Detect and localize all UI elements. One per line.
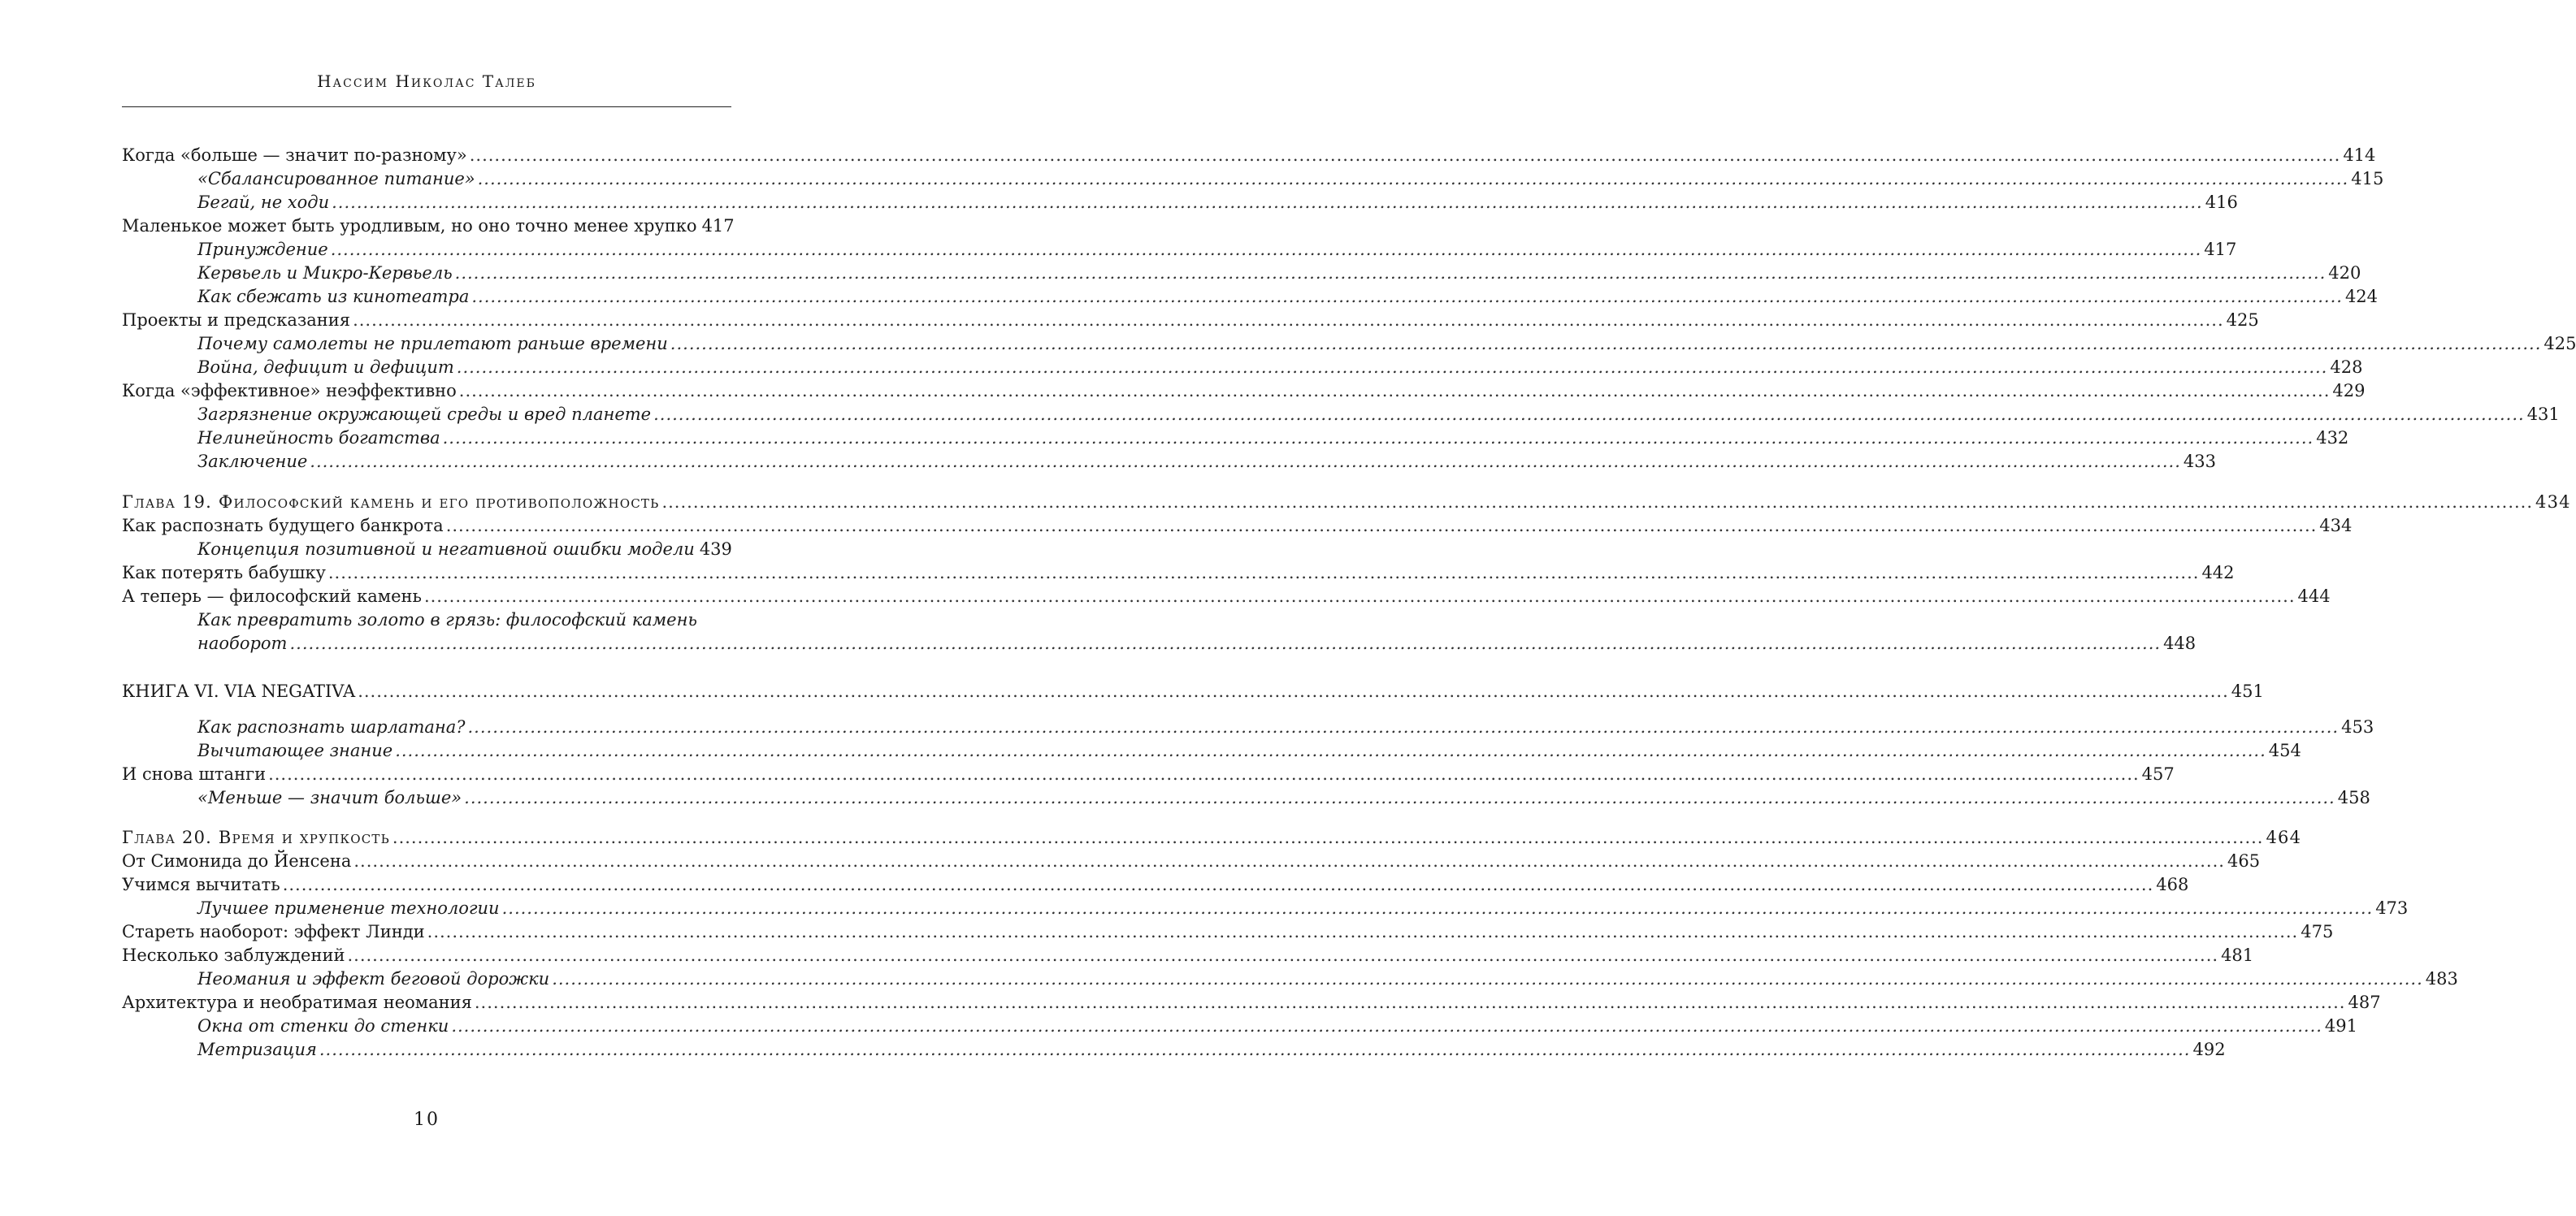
toc-entry-page: 414 — [2343, 145, 2376, 165]
toc-entry-page: 428 — [2330, 357, 2363, 377]
dot-leader: ............................................................................................................................................................................................................................................................................................................ — [282, 875, 2154, 894]
toc-entry[interactable] — [197, 167, 2384, 191]
toc-entry[interactable] — [122, 763, 2175, 786]
toc-entry-page: 432 — [2316, 428, 2349, 448]
toc-entry-page: 483 — [2425, 969, 2458, 989]
toc-entry[interactable] — [122, 850, 2261, 873]
dot-leader: ............................................................................................................................................................................................................................................................................................................ — [353, 310, 2224, 330]
toc-entry[interactable] — [122, 991, 2381, 1015]
toc-entry[interactable] — [122, 944, 2254, 967]
toc-entry-title: Когда «больше — значит по-разному» — [122, 145, 467, 165]
toc-entry[interactable] — [197, 262, 2361, 285]
toc-entry-title: Архитектура и необратимая неомания — [122, 993, 472, 1012]
toc-entry-page: 451 — [2231, 682, 2264, 701]
toc-entry[interactable] — [122, 144, 2376, 167]
toc-entry[interactable] — [197, 739, 2301, 763]
toc-entry-page: 416 — [2205, 193, 2238, 212]
toc-entry[interactable] — [122, 379, 2366, 403]
toc-entry-page: 444 — [2297, 586, 2331, 606]
dot-leader: ............................................................................................................................................................................................................................................................................................................ — [501, 898, 2374, 918]
header-rule — [122, 106, 731, 107]
dot-leader: ............................................................................................................................................................................................................................................................................................................ — [358, 682, 2229, 701]
toc-entry-page: 458 — [2337, 788, 2370, 807]
toc-entry-page: 424 — [2344, 287, 2379, 306]
toc-entry-page: 465 — [2227, 851, 2261, 871]
toc-entry[interactable] — [197, 1015, 2358, 1038]
toc-entry-title: Неомания и эффект беговой дорожки — [197, 969, 550, 989]
toc-entry[interactable] — [197, 967, 2458, 991]
toc-entry[interactable] — [197, 356, 2363, 379]
toc-entry[interactable] — [197, 786, 2370, 810]
toc-entry[interactable] — [122, 514, 2353, 538]
dot-leader: ............................................................................................................................................................................................................................................................................................................ — [458, 381, 2331, 400]
toc-entry-page: 431 — [2526, 405, 2560, 424]
toc-entry[interactable] — [197, 450, 2216, 474]
toc-entry[interactable] — [197, 1038, 2226, 1062]
toc-entry-title: Маленькое может быть уродливым, но оно точно менее хрупко — [122, 216, 697, 236]
dot-leader: ............................................................................................................................................................................................................................................................................................................ — [423, 586, 2296, 606]
toc-entry[interactable] — [122, 680, 2264, 703]
toc-entry-page: 433 — [2183, 452, 2216, 471]
toc-entry[interactable] — [197, 191, 2238, 214]
toc-entry[interactable] — [122, 826, 2302, 850]
toc-entry-title: Как потерять бабушку — [122, 563, 326, 582]
toc-entry-title: И снова штанги — [122, 764, 267, 784]
dot-leader: ............................................................................................................................................................................................................................................................................................................ — [661, 492, 2534, 512]
toc-entry-title: Метризация — [197, 1040, 317, 1059]
toc-entry[interactable] — [197, 716, 2374, 739]
toc-entry-title: Глава 19. Философский камень и его противоположность — [122, 492, 660, 512]
dot-leader: ............................................................................................................................................................................................................................................................................................................ — [552, 969, 2423, 989]
toc-entry-title-line: Как превратить золото в грязь: философский камень — [197, 610, 697, 630]
dot-leader: ............................................................................................................................................................................................................................................................................................................ — [268, 764, 2140, 784]
toc-entry[interactable] — [197, 538, 732, 561]
dot-leader: ............................................................................................................................................................................................................................................................................................................ — [353, 851, 2225, 871]
toc-entry-page: 473 — [2375, 898, 2409, 918]
toc-entry-title: «Сбалансированное питание» — [197, 169, 475, 188]
toc-entry-page: 453 — [2341, 717, 2374, 737]
toc-entry-page: 491 — [2324, 1016, 2358, 1036]
toc-entry-title: Принуждение — [197, 240, 328, 259]
dot-leader: ............................................................................................................................................................................................................................................................................................................ — [467, 717, 2340, 737]
toc-entry-title: КНИГА VI. VIA NEGATIVA — [122, 682, 356, 701]
toc-entry-page: 492 — [2192, 1040, 2226, 1059]
dot-leader: ............................................................................................................................................................................................................................................................................................................ — [347, 946, 2219, 965]
toc-entry-title: Как распознать шарлатана? — [197, 717, 466, 737]
dot-leader: ............................................................................................................................................................................................................................................................................................................ — [477, 169, 2349, 188]
dot-leader: ............................................................................................................................................................................................................................................................................................................ — [330, 240, 2202, 259]
page-number: 10 — [414, 1110, 440, 1130]
toc-entry-title: Бегай, не ходи — [197, 193, 330, 212]
toc-entry-title: Окна от стенки до стенки — [197, 1016, 449, 1036]
toc-entry[interactable] — [197, 403, 2560, 426]
toc-entry[interactable] — [122, 309, 2259, 332]
dot-leader: ............................................................................................................................................................................................................................................................................................................ — [670, 334, 2542, 353]
toc-entry-title: Нелинейность богатства — [197, 428, 440, 448]
dot-leader: ............................................................................................................................................................................................................................................................................................................ — [469, 145, 2341, 165]
toc-entry[interactable] — [197, 897, 2409, 920]
dot-leader: ............................................................................................................................................................................................................................................................................................................ — [474, 993, 2346, 1012]
toc-entry-page: 464 — [2266, 828, 2302, 847]
dot-leader: ............................................................................................................................................................................................................................................................................................................ — [289, 634, 2162, 653]
toc-entry[interactable] — [122, 585, 2331, 608]
dot-leader: ............................................................................................................................................................................................................................................................................................................ — [395, 741, 2266, 760]
toc-entry[interactable] — [122, 873, 2189, 897]
dot-leader: ............................................................................................................................................................................................................................................................................................................ — [327, 563, 2200, 582]
toc-entry-title: Война, дефицит и дефицит — [197, 357, 454, 377]
dot-leader: ............................................................................................................................................................................................................................................................................................................ — [454, 263, 2327, 283]
toc-entry[interactable] — [122, 561, 2235, 585]
dot-leader: ............................................................................................................................................................................................................................................................................................................ — [451, 1016, 2322, 1036]
toc-entry-title: Учимся вычитать — [122, 875, 280, 894]
toc-entry-title: Почему самолеты не прилетают раньше времени — [197, 334, 668, 353]
toc-entry[interactable] — [197, 332, 2576, 356]
toc-entry-page: 457 — [2141, 764, 2175, 784]
toc-entry-title: Как распознать будущего банкрота — [122, 516, 444, 535]
running-header: Нассим Николас Талеб — [317, 71, 536, 91]
dot-leader: ............................................................................................................................................................................................................................................................................................................ — [319, 1040, 2191, 1059]
toc-entry-title: Загрязнение окружающей среды и вред планете — [197, 405, 652, 424]
toc-entry-page: 442 — [2201, 563, 2235, 582]
dot-leader: ............................................................................................................................................................................................................................................................................................................ — [653, 405, 2525, 424]
toc-entry-page: 417 — [701, 216, 735, 236]
toc-entry-page: 448 — [2163, 634, 2197, 653]
toc-entry[interactable] — [197, 238, 2237, 262]
toc-entry-page: 415 — [2351, 169, 2384, 188]
toc-entry[interactable] — [122, 214, 735, 238]
toc-entry-title: От Симонида до Йенсена — [122, 851, 352, 871]
dot-leader: ............................................................................................................................................................................................................................................................................................................ — [427, 922, 2299, 941]
dot-leader: ............................................................................................................................................................................................................................................................................................................ — [456, 357, 2328, 377]
toc-entry-page: 475 — [2301, 922, 2334, 941]
toc-entry-title: А теперь — философский камень — [122, 586, 422, 606]
toc-entry-title: Когда «эффективное» неэффективно — [122, 381, 457, 400]
toc-entry-page: 420 — [2328, 263, 2361, 283]
toc-entry-title: Проекты и предсказания — [122, 310, 351, 330]
toc-entry[interactable] — [197, 426, 2349, 450]
dot-leader: ............................................................................................................................................................................................................................................................................................................ — [332, 193, 2203, 212]
toc-entry-page: 439 — [699, 539, 732, 559]
toc-entry-title: Как сбежать из кинотеатра — [197, 287, 470, 306]
toc-entry-page: 468 — [2156, 875, 2189, 894]
dot-leader: ............................................................................................................................................................................................................................................................................................................ — [445, 516, 2318, 535]
dot-leader: ............................................................................................................................................................................................................................................................................................................ — [310, 452, 2181, 471]
toc-entry-page: 487 — [2348, 993, 2381, 1012]
dot-leader: ............................................................................................................................................................................................................................................................................................................ — [392, 828, 2264, 847]
toc-entry[interactable] — [197, 285, 2379, 309]
toc-entry-page: 434 — [2319, 516, 2353, 535]
toc-entry-page: 434 — [2535, 492, 2571, 512]
toc-entry-title: Кервьель и Микро-Кервьель — [197, 263, 453, 283]
toc-entry-title: Глава 20. Время и хрупкость — [122, 828, 390, 847]
toc-entry-page: 454 — [2268, 741, 2301, 760]
toc-entry-page: 429 — [2332, 381, 2366, 400]
dot-leader: ............................................................................................................................................................................................................................................................................................................ — [464, 788, 2335, 807]
toc-entry[interactable] — [122, 491, 2571, 514]
toc-entry-page: 417 — [2204, 240, 2237, 259]
toc-entry-title: Концепция позитивной и негативной ошибки модели — [197, 539, 695, 559]
toc-entry[interactable] — [197, 632, 2197, 656]
dot-leader: ............................................................................................................................................................................................................................................................................................................ — [471, 287, 2343, 306]
toc-entry-title: Лучшее применение технологии — [197, 898, 500, 918]
toc-entry-page: 481 — [2221, 946, 2254, 965]
toc-entry[interactable] — [122, 920, 2334, 944]
toc-entry-page: 425 — [2543, 334, 2576, 353]
toc-entry-page: 425 — [2226, 310, 2259, 330]
toc-entry-title: Вычитающее знание — [197, 741, 393, 760]
toc-entry-title: Стареть наоборот: эффект Линди — [122, 922, 425, 941]
dot-leader: ............................................................................................................................................................................................................................................................................................................ — [442, 428, 2314, 448]
toc-entry-title: Несколько заблуждений — [122, 946, 345, 965]
toc-entry-title: Заключение — [197, 452, 308, 471]
toc-entry-title: «Меньше — значит больше» — [197, 788, 462, 807]
toc-entry-title: наоборот — [197, 634, 288, 653]
